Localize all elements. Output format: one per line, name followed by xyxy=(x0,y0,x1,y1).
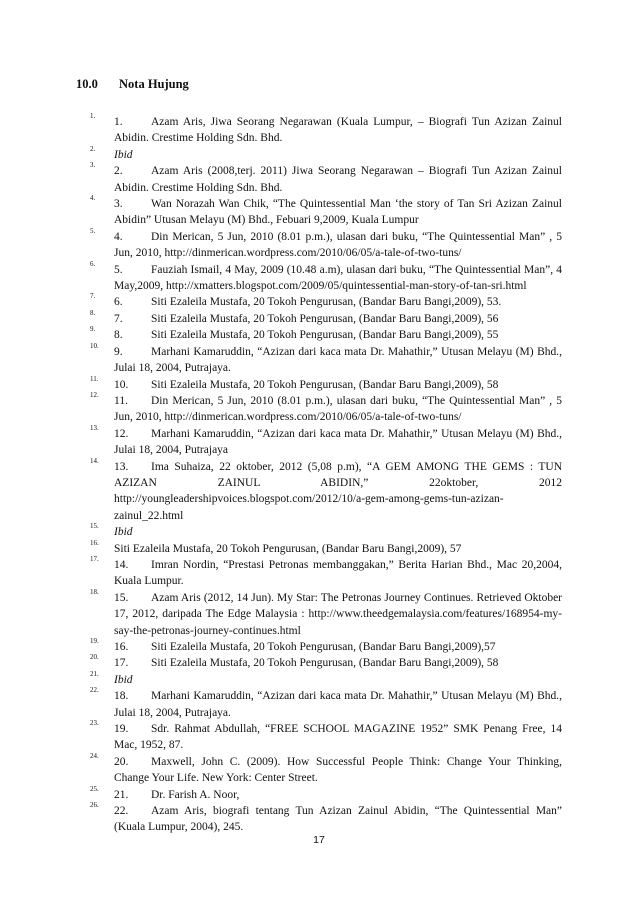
endnote-number: 12. xyxy=(114,427,129,440)
endnote-text: Fauziah Ismail, 4 May, 2009 (10.48 a.m), ulasan dari buku, “The Quintessential Man”, 4 May,2009, http://xmatters.blogspot.com/2009/05/quintessential-man-story-of-tan-sri.html xyxy=(114,263,562,293)
endnote-body xyxy=(114,377,562,393)
endnote-number: 1. xyxy=(114,116,123,128)
endnote-number: 6. xyxy=(114,296,123,309)
endnote-number: 10. xyxy=(114,378,129,391)
endnote-body xyxy=(114,147,562,163)
endnote-marker: 23. xyxy=(90,719,99,728)
endnote-marker: 15. xyxy=(90,522,99,531)
endnote-text: Azam Aris (2012, 14 Jun). My Star: The Petronas Journey Continues. Retrieved Oktober 17, 2012, daripada The Edge Malaysia : http://www.theedgemalaysia.com/features/168954-my-say-the-petronas-journey-continues.html xyxy=(114,591,562,637)
endnote-marker: 20. xyxy=(90,653,99,662)
endnote-marker: 13. xyxy=(90,423,99,432)
endnote-marker: 12. xyxy=(90,390,99,399)
endnote-item xyxy=(90,341,562,377)
endnote-body xyxy=(114,327,562,343)
endnote-text: Azam Aris, Jiwa Seorang Negarawan (Kuala Lumpur, – Biografi Tun Azizan Zainul Abidin. Crestime Holding Sdn. Bhd. xyxy=(114,116,562,145)
endnote-number: 18. xyxy=(114,690,129,703)
endnote-text: Ibid xyxy=(114,673,133,686)
endnote-marker: 22. xyxy=(90,686,99,695)
endnote-number: 16. xyxy=(114,641,129,653)
endnote-marker: 19. xyxy=(90,637,99,645)
section-heading xyxy=(76,77,189,92)
endnote-text: Siti Ezaleila Mustafa, 20 Tokoh Pengurusan, (Bandar Baru Bangi,2009), 55 xyxy=(151,329,499,342)
endnote-body xyxy=(114,114,562,147)
endnote-item xyxy=(90,721,562,754)
endnote-body xyxy=(114,639,562,655)
endnote-body xyxy=(114,294,562,310)
endnote-number: 19. xyxy=(114,723,129,736)
endnotes-list xyxy=(90,114,562,836)
endnote-item xyxy=(90,554,562,590)
endnote-marker: 7. xyxy=(90,292,96,301)
endnote-number: 11. xyxy=(114,394,128,407)
endnote-body xyxy=(114,803,562,836)
endnote-marker: 25. xyxy=(90,784,99,793)
endnote-marker: 21. xyxy=(90,669,99,678)
endnote-item xyxy=(90,538,562,557)
endnote-marker: 5. xyxy=(90,226,96,235)
endnote-number: 9. xyxy=(114,345,123,358)
endnote-number: 5. xyxy=(114,263,123,276)
section-number: 10.0 xyxy=(76,77,98,91)
endnote-number: 4. xyxy=(114,230,123,243)
endnote-body xyxy=(114,262,562,295)
endnote-text: Siti Ezaleila Mustafa, 20 Tokoh Pengurusan, (Bandar Baru Bangi,2009), 57 xyxy=(114,542,462,555)
endnote-number: 7. xyxy=(114,312,123,325)
endnote-body xyxy=(114,163,562,196)
endnote-body xyxy=(114,590,562,639)
endnote-item xyxy=(90,196,562,229)
endnote-text: Ima Suhaiza, 22 oktober, 2012 (5,08 p.m), “A GEM AMONG THE GEMS : TUN AZIZAN ZAINUL ABIDIN,” 22oktober, 2012 http://youngleadershipvoices.blogspot.com/2012/10/a-gem-among-gems-tun-azizan-zainul_22.html xyxy=(114,460,562,522)
endnote-body xyxy=(114,655,562,671)
endnote-body xyxy=(114,541,562,557)
endnote-marker: 9. xyxy=(90,325,96,334)
endnote-text: Marhani Kamaruddin, “Azizan dari kaca mata Dr. Mahathir,” Utusan Melayu (M) Bhd., Julai 18, 2004, Putrajaya. xyxy=(114,345,562,375)
endnote-body xyxy=(114,229,562,262)
endnote-text: Maxwell, John C. (2009). How Successful People Think: Change Your Thinking, Change Your Life. New York: Center Street. xyxy=(114,755,562,785)
endnote-marker: 4. xyxy=(90,194,96,203)
endnote-item xyxy=(90,423,562,459)
page-number: 17 xyxy=(313,834,325,846)
endnote-body xyxy=(114,721,562,754)
endnote-number: 3. xyxy=(114,198,123,211)
endnote-text: Siti Ezaleila Mustafa, 20 Tokoh Pengurusan, (Bandar Baru Bangi,2009),57 xyxy=(151,641,496,653)
endnote-marker: 10. xyxy=(90,341,99,350)
endnote-marker: 8. xyxy=(90,308,96,317)
endnote-marker: 3. xyxy=(90,161,96,170)
endnote-item xyxy=(90,524,562,540)
endnote-body xyxy=(114,426,562,459)
endnote-number: 8. xyxy=(114,329,123,342)
endnote-item xyxy=(90,144,562,163)
endnote-item xyxy=(90,803,562,836)
endnote-number: 22. xyxy=(114,805,129,818)
endnote-item xyxy=(90,226,562,262)
endnote-body xyxy=(114,459,562,525)
endnote-marker: 18. xyxy=(90,587,99,596)
endnote-item xyxy=(90,374,562,393)
endnote-body xyxy=(114,557,562,590)
endnote-text: Din Merican, 5 Jun, 2010 (8.01 p.m.), ulasan dari buku, “The Quintessential Man” , 5 Jun, 2010, http://dinmerican.wordpress.com/2010/06/05/a-tale-of-two-tuns/ xyxy=(114,230,562,260)
endnote-item xyxy=(90,114,562,147)
endnote-body xyxy=(114,393,562,426)
endnote-text: Siti Ezaleila Mustafa, 20 Tokoh Pengurusan, (Bandar Baru Bangi,2009), 58 xyxy=(151,378,499,391)
endnote-body xyxy=(114,196,562,229)
endnote-number: 13. xyxy=(114,460,129,473)
endnote-number: 2. xyxy=(114,165,123,178)
endnote-body xyxy=(114,672,562,688)
endnote-text: Ibid xyxy=(114,148,133,161)
endnote-number: 15. xyxy=(114,591,129,604)
endnote-number: 17. xyxy=(114,657,129,670)
endnote-item xyxy=(90,327,562,343)
endnote-item xyxy=(90,308,562,327)
endnote-body xyxy=(114,311,562,327)
endnote-body xyxy=(114,787,562,803)
endnote-marker: 16. xyxy=(90,538,99,547)
endnote-text: Sdr. Rahmat Abdullah, “FREE SCHOOL MAGAZINE 1952” SMK Penang Free, 14 Mac, 1952, 87. xyxy=(114,723,562,752)
endnote-item xyxy=(90,751,562,787)
section-title: Nota Hujung xyxy=(119,77,189,91)
endnote-text: Imran Nordin, “Prestasi Petronas membanggakan,” Berita Harian Bhd., Mac 20,2004, Kuala Lumpur. xyxy=(114,558,562,588)
endnote-text: Siti Ezaleila Mustafa, 20 Tokoh Pengurusan, (Bandar Baru Bangi,2009), 53. xyxy=(151,296,502,309)
endnote-text: Azam Aris (2008,terj. 2011) Jiwa Seorang Negarawan – Biografi Tun Azizan Zainul Abidin. Crestime Holding Sdn. Bhd. xyxy=(114,165,562,194)
endnote-marker: 24. xyxy=(90,751,99,760)
endnote-text: Din Merican, 5 Jun, 2010 (8.01 p.m.), ulasan dari buku, “The Quintessential Man” , 5 Jun, 2010, http://dinmerican.wordpress.com/2010/06/05/a-tale-of-two-tuns/ xyxy=(114,394,562,424)
endnote-text: Siti Ezaleila Mustafa, 20 Tokoh Pengurusan, (Bandar Baru Bangi,2009), 56 xyxy=(151,312,499,325)
endnote-item xyxy=(90,294,562,310)
endnote-body xyxy=(114,524,562,540)
endnote-text: Siti Ezaleila Mustafa, 20 Tokoh Pengurusan, (Bandar Baru Bangi,2009), 58 xyxy=(151,657,499,670)
endnote-marker: 1. xyxy=(90,112,96,120)
endnote-number: 14. xyxy=(114,558,129,571)
endnote-item xyxy=(90,163,562,196)
endnote-item xyxy=(90,669,562,688)
endnote-number: 20. xyxy=(114,755,129,768)
endnote-marker: 17. xyxy=(90,554,99,563)
endnote-item xyxy=(90,259,562,295)
endnote-body xyxy=(114,344,562,377)
endnote-item xyxy=(90,784,562,803)
endnote-body xyxy=(114,688,562,721)
endnote-item xyxy=(90,639,562,655)
endnote-text: Dr. Farish A. Noor, xyxy=(151,788,240,801)
endnote-item xyxy=(90,655,562,671)
endnote-text: Ibid xyxy=(114,526,133,539)
endnote-body xyxy=(114,754,562,787)
endnote-text: Wan Norazah Wan Chik, “The Quintessential Man ‘the story of Tan Sri Azizan Zainul Abidin” Utusan Melayu (M) Bhd., Febuari 9,2009, Kuala Lumpur xyxy=(114,198,562,227)
endnote-marker: 2. xyxy=(90,144,96,153)
endnote-item xyxy=(90,456,562,525)
endnote-item xyxy=(90,587,562,639)
endnote-marker: 6. xyxy=(90,259,96,268)
endnote-number: 21. xyxy=(114,788,129,801)
endnote-item xyxy=(90,390,562,426)
endnote-text: Azam Aris, biografi tentang Tun Azizan Zainul Abidin, “The Quintessential Man” (Kuala Lumpur, 2004), 245. xyxy=(114,805,562,834)
endnote-marker: 26. xyxy=(90,801,99,810)
endnote-marker: 14. xyxy=(90,456,99,465)
endnote-text: Marhani Kamaruddin, “Azizan dari kaca mata Dr. Mahathir,” Utusan Melayu (M) Bhd., Julai 18, 2004, Putrajaya xyxy=(114,427,562,457)
endnote-item xyxy=(90,688,562,721)
endnote-text: Marhani Kamaruddin, “Azizan dari kaca mata Dr. Mahathir,” Utusan Melayu (M) Bhd., Julai 18, 2004, Putrajaya. xyxy=(114,690,562,719)
endnote-marker: 11. xyxy=(90,374,99,383)
